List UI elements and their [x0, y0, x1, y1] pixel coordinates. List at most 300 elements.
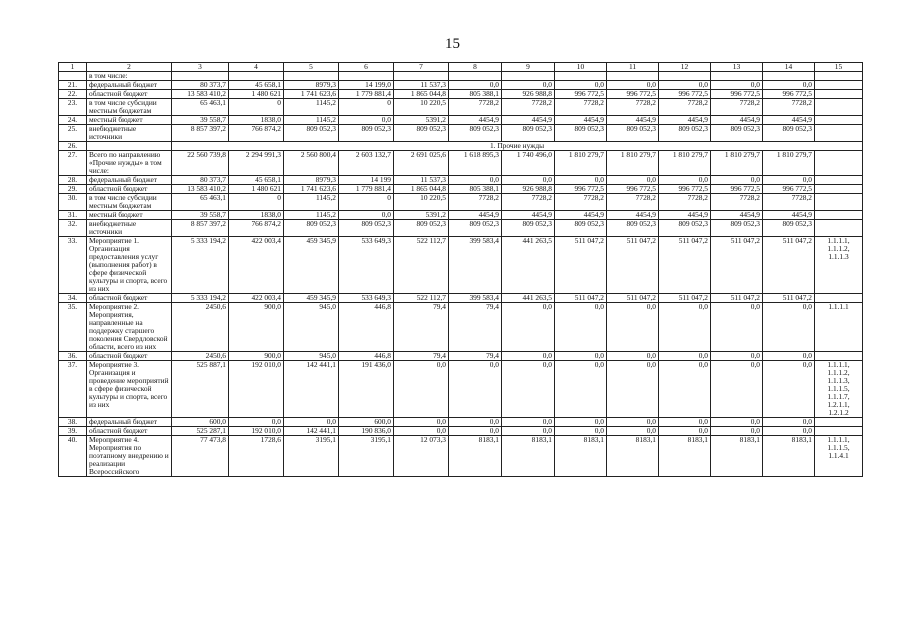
value-cell [607, 72, 659, 81]
value-cell: 0,0 [555, 418, 607, 427]
value-cell: 7728,2 [555, 99, 607, 116]
header-cell: 2 [87, 63, 172, 72]
value-cell: 0,0 [502, 352, 555, 361]
value-cell: 0,0 [449, 418, 502, 427]
value-cell: 809 052,3 [763, 220, 815, 237]
table-row [59, 176, 863, 185]
value-cell: 8183,1 [555, 436, 607, 477]
value-cell: 11 537,3 [394, 176, 449, 185]
header-cell: 15 [815, 63, 863, 72]
row-number: 30. [59, 194, 87, 211]
value-cell: 399 583,4 [449, 294, 502, 303]
header-cell: 9 [502, 63, 555, 72]
row-label: областной бюджет [87, 294, 172, 303]
row-label: Мероприятие 4. Мероприятия по поэтапному внедрению и реализации Всероссийского [87, 436, 172, 477]
row-number: 28. [59, 176, 87, 185]
value-cell [711, 72, 763, 81]
value-cell: 459 345,9 [284, 237, 339, 294]
value-cell: 522 112,7 [394, 237, 449, 294]
value-cell: 77 473,8 [172, 436, 229, 477]
value-cell: 809 052,3 [339, 220, 394, 237]
value-cell: 996 772,5 [659, 90, 711, 99]
value-cell: 8183,1 [449, 436, 502, 477]
value-cell: 8183,1 [607, 436, 659, 477]
value-cell: 809 052,3 [449, 125, 502, 142]
row-number: 21. [59, 81, 87, 90]
value-cell: 45 658,1 [229, 176, 284, 185]
value-cell: 7728,2 [711, 194, 763, 211]
value-cell: 5 333 194,2 [172, 294, 229, 303]
value-cell: 0,0 [502, 418, 555, 427]
value-cell: 809 052,3 [502, 125, 555, 142]
value-cell: 0,0 [449, 361, 502, 418]
value-cell: 996 772,5 [607, 185, 659, 194]
value-cell: 0,0 [711, 176, 763, 185]
value-cell: 809 052,3 [394, 125, 449, 142]
value-cell: 809 052,3 [659, 220, 711, 237]
value-cell [449, 72, 502, 81]
value-cell: 79,4 [394, 352, 449, 361]
header-cell: 1 [59, 63, 87, 72]
value-cell: 0,0 [763, 176, 815, 185]
value-cell: 39 558,7 [172, 211, 229, 220]
row-number: 36. [59, 352, 87, 361]
row-number: 33. [59, 237, 87, 294]
table-row [59, 294, 863, 303]
value-cell: 0,0 [394, 427, 449, 436]
target-ref [815, 220, 863, 237]
value-cell: 192 010,0 [229, 427, 284, 436]
table-row [59, 436, 863, 477]
value-cell: 533 649,3 [339, 294, 394, 303]
row-label: внебюджетные источники [87, 125, 172, 142]
row-label: местный бюджет [87, 211, 172, 220]
value-cell: 0,0 [502, 81, 555, 90]
value-cell: 1 741 623,6 [284, 90, 339, 99]
target-ref [815, 194, 863, 211]
value-cell: 1 740 496,0 [502, 151, 555, 176]
value-cell: 1 741 623,6 [284, 185, 339, 194]
value-cell: 13 583 410,2 [172, 185, 229, 194]
value-cell: 10 220,5 [394, 194, 449, 211]
value-cell: 0,0 [339, 116, 394, 125]
value-cell: 79,4 [394, 303, 449, 352]
value-cell: 2 603 132,7 [339, 151, 394, 176]
target-ref [815, 294, 863, 303]
table-row [59, 211, 863, 220]
value-cell: 65 463,1 [172, 99, 229, 116]
value-cell: 4454,9 [449, 116, 502, 125]
value-cell: 0,0 [659, 361, 711, 418]
value-cell: 441 263,5 [502, 237, 555, 294]
table-row [59, 72, 863, 81]
row-label: внебюджетные источники [87, 220, 172, 237]
target-ref [815, 125, 863, 142]
value-cell: 0,0 [763, 427, 815, 436]
value-cell: 11 537,3 [394, 81, 449, 90]
value-cell: 1145,2 [284, 194, 339, 211]
value-cell: 996 772,5 [763, 185, 815, 194]
value-cell: 0,0 [607, 81, 659, 90]
value-cell: 1728,6 [229, 436, 284, 477]
value-cell: 10 220,5 [394, 99, 449, 116]
table-row [59, 142, 863, 151]
target-ref [815, 185, 863, 194]
value-cell: 80 373,7 [172, 176, 229, 185]
value-cell: 1145,2 [284, 99, 339, 116]
target-ref [815, 81, 863, 90]
value-cell: 1 810 279,7 [659, 151, 711, 176]
value-cell: 0,0 [607, 303, 659, 352]
value-cell: 1 810 279,7 [711, 151, 763, 176]
row-label: Мероприятие 1. Организация предоставления услуг (выполнения работ) в сфере физической культуры и спорта, всего из них [87, 237, 172, 294]
row-label: местный бюджет [87, 116, 172, 125]
value-cell: 0,0 [394, 418, 449, 427]
value-cell: 0,0 [229, 418, 284, 427]
row-label: областной бюджет [87, 185, 172, 194]
value-cell: 809 052,3 [555, 220, 607, 237]
value-cell [394, 72, 449, 81]
value-cell [555, 72, 607, 81]
value-cell: 79,4 [449, 303, 502, 352]
value-cell: 65 463,1 [172, 194, 229, 211]
value-cell: 0,0 [555, 361, 607, 418]
value-cell: 926 988,8 [502, 90, 555, 99]
value-cell: 4454,9 [763, 211, 815, 220]
value-cell: 809 052,3 [394, 220, 449, 237]
value-cell: 0,0 [449, 81, 502, 90]
value-cell: 600,0 [172, 418, 229, 427]
target-ref: 1.1.1.1 [815, 303, 863, 352]
value-cell: 0 [339, 194, 394, 211]
value-cell: 0,0 [449, 427, 502, 436]
value-cell: 945,0 [284, 303, 339, 352]
value-cell: 45 658,1 [229, 81, 284, 90]
header-cell: 14 [763, 63, 815, 72]
table-row [59, 151, 863, 176]
value-cell: 422 003,4 [229, 294, 284, 303]
value-cell: 511 047,2 [711, 294, 763, 303]
target-ref [815, 72, 863, 81]
row-number: 39. [59, 427, 87, 436]
value-cell: 190 836,0 [339, 427, 394, 436]
value-cell: 1145,2 [284, 211, 339, 220]
value-cell: 0,0 [607, 176, 659, 185]
value-cell: 4454,9 [502, 211, 555, 220]
row-label: Мероприятие 2. Мероприятия, направленные на поддержку старшего поколения Свердловской области, всего из них [87, 303, 172, 352]
value-cell: 8979,3 [284, 81, 339, 90]
table-row [59, 427, 863, 436]
value-cell: 0 [339, 99, 394, 116]
value-cell: 0,0 [711, 418, 763, 427]
value-cell: 0,0 [607, 361, 659, 418]
value-cell: 0,0 [555, 427, 607, 436]
value-cell: 4454,9 [555, 116, 607, 125]
value-cell: 459 345,9 [284, 294, 339, 303]
row-number: 26. [59, 142, 87, 151]
value-cell: 809 052,3 [339, 125, 394, 142]
target-ref: 1.1.1.1, 1.1.1.5, 1.1.4.1 [815, 436, 863, 477]
value-cell: 8183,1 [502, 436, 555, 477]
value-cell: 13 583 410,2 [172, 90, 229, 99]
value-cell: 809 052,3 [449, 220, 502, 237]
value-cell: 1 810 279,7 [555, 151, 607, 176]
value-cell: 511 047,2 [659, 294, 711, 303]
value-cell: 0,0 [711, 361, 763, 418]
value-cell: 2 691 025,6 [394, 151, 449, 176]
value-cell: 522 112,7 [394, 294, 449, 303]
value-cell: 0,0 [711, 303, 763, 352]
value-cell: 7728,2 [763, 99, 815, 116]
value-cell: 809 052,3 [607, 125, 659, 142]
row-number [59, 72, 87, 81]
value-cell: 3195,1 [339, 436, 394, 477]
value-cell: 191 436,0 [339, 361, 394, 418]
value-cell: 446,8 [339, 303, 394, 352]
value-cell: 0,0 [502, 361, 555, 418]
value-cell: 0,0 [394, 361, 449, 418]
value-cell: 0,0 [763, 81, 815, 90]
value-cell: 22 560 739,8 [172, 151, 229, 176]
header-cell: 10 [555, 63, 607, 72]
value-cell: 996 772,5 [555, 90, 607, 99]
row-label: федеральный бюджет [87, 176, 172, 185]
header-cell: 12 [659, 63, 711, 72]
value-cell: 805 388,1 [449, 90, 502, 99]
value-cell: 1 779 881,4 [339, 90, 394, 99]
value-cell: 0,0 [502, 427, 555, 436]
row-number: 25. [59, 125, 87, 142]
page-number: 15 [445, 36, 460, 52]
value-cell: 805 388,1 [449, 185, 502, 194]
value-cell: 809 052,3 [711, 125, 763, 142]
value-cell: 14 199 [339, 176, 394, 185]
value-cell: 7728,2 [555, 194, 607, 211]
value-cell: 0,0 [711, 427, 763, 436]
row-number: 34. [59, 294, 87, 303]
table-row [59, 303, 863, 352]
target-ref [815, 418, 863, 427]
value-cell: 7728,2 [607, 194, 659, 211]
value-cell: 511 047,2 [555, 294, 607, 303]
value-cell: 1838,0 [229, 116, 284, 125]
row-number: 24. [59, 116, 87, 125]
value-cell: 809 052,3 [607, 220, 659, 237]
value-cell: 900,0 [229, 352, 284, 361]
value-cell: 926 988,8 [502, 185, 555, 194]
value-cell: 2 294 991,3 [229, 151, 284, 176]
table-row [59, 237, 863, 294]
value-cell: 0,0 [607, 427, 659, 436]
value-cell: 511 047,2 [607, 294, 659, 303]
value-cell: 766 874,2 [229, 220, 284, 237]
value-cell: 0,0 [711, 81, 763, 90]
value-cell: 7728,2 [659, 194, 711, 211]
value-cell: 511 047,2 [555, 237, 607, 294]
value-cell: 1 480 621 [229, 90, 284, 99]
header-cell: 8 [449, 63, 502, 72]
value-cell: 0,0 [763, 418, 815, 427]
header-cell: 11 [607, 63, 659, 72]
table-row [59, 418, 863, 427]
value-cell: 8183,1 [711, 436, 763, 477]
value-cell: 2450,6 [172, 303, 229, 352]
value-cell: 446,8 [339, 352, 394, 361]
target-ref: 1.1.1.1, 1.1.1.2, 1.1.1.3 [815, 237, 863, 294]
target-ref [815, 211, 863, 220]
header-cell: 13 [711, 63, 763, 72]
value-cell: 1 480 621 [229, 185, 284, 194]
value-cell: 0,0 [339, 211, 394, 220]
row-number: 38. [59, 418, 87, 427]
value-cell: 0,0 [763, 352, 815, 361]
value-cell: 4454,9 [659, 211, 711, 220]
value-cell [502, 72, 555, 81]
value-cell: 996 772,5 [659, 185, 711, 194]
value-cell: 2450,6 [172, 352, 229, 361]
value-cell: 5 333 194,2 [172, 237, 229, 294]
value-cell: 4454,9 [711, 211, 763, 220]
value-cell: 7728,2 [502, 99, 555, 116]
value-cell: 79,4 [449, 352, 502, 361]
value-cell: 0,0 [502, 176, 555, 185]
value-cell: 0 [229, 194, 284, 211]
value-cell: 7728,2 [449, 99, 502, 116]
table-row [59, 99, 863, 116]
value-cell: 809 052,3 [763, 125, 815, 142]
value-cell: 1838,0 [229, 211, 284, 220]
value-cell: 8 857 397,2 [172, 125, 229, 142]
table-row [59, 220, 863, 237]
value-cell: 441 263,5 [502, 294, 555, 303]
value-cell: 0,0 [555, 81, 607, 90]
header-cell: 6 [339, 63, 394, 72]
value-cell: 8183,1 [763, 436, 815, 477]
value-cell: 7728,2 [711, 99, 763, 116]
row-label: областной бюджет [87, 90, 172, 99]
row-label: в том числе субсидии местным бюджетам [87, 194, 172, 211]
value-cell: 900,0 [229, 303, 284, 352]
row-number: 37. [59, 361, 87, 418]
row-label: Мероприятие 3. Организация и проведение мероприятий в сфере физической культуры и спорта, всего из них [87, 361, 172, 418]
row-number: 27. [59, 151, 87, 176]
table-row [59, 185, 863, 194]
value-cell [284, 72, 339, 81]
row-label: в том числе субсидии местным бюджетам [87, 99, 172, 116]
value-cell: 4454,9 [607, 116, 659, 125]
target-ref [815, 151, 863, 176]
value-cell: 0,0 [449, 176, 502, 185]
target-ref [815, 176, 863, 185]
value-cell: 996 772,5 [607, 90, 659, 99]
table-row [59, 361, 863, 418]
target-ref [815, 90, 863, 99]
row-number: 32. [59, 220, 87, 237]
value-cell: 8979,3 [284, 176, 339, 185]
budget-table [58, 62, 863, 477]
value-cell: 0,0 [659, 81, 711, 90]
target-ref [815, 427, 863, 436]
value-cell: 0,0 [659, 303, 711, 352]
value-cell: 0,0 [659, 352, 711, 361]
value-cell: 399 583,4 [449, 237, 502, 294]
value-cell: 511 047,2 [763, 237, 815, 294]
value-cell: 7728,2 [449, 194, 502, 211]
value-cell: 1 865 044,8 [394, 90, 449, 99]
value-cell: 809 052,3 [555, 125, 607, 142]
row-label: областной бюджет [87, 352, 172, 361]
target-ref [815, 352, 863, 361]
table-row [59, 116, 863, 125]
header-cell: 5 [284, 63, 339, 72]
row-number: 29. [59, 185, 87, 194]
value-cell: 809 052,3 [502, 220, 555, 237]
value-cell: 7728,2 [659, 99, 711, 116]
value-cell: 14 199,0 [339, 81, 394, 90]
value-cell: 0,0 [659, 418, 711, 427]
value-cell: 4454,9 [763, 116, 815, 125]
value-cell: 1145,2 [284, 116, 339, 125]
header-row [59, 63, 863, 72]
target-ref: 1.1.1.1, 1.1.1.2, 1.1.1.3, 1.1.1.5, 1.1.1.7, 1.2.1.1, 1.2.1.2 [815, 361, 863, 418]
value-cell: 0,0 [763, 361, 815, 418]
row-number: 35. [59, 303, 87, 352]
value-cell: 192 010,0 [229, 361, 284, 418]
value-cell: 533 649,3 [339, 237, 394, 294]
value-cell: 142 441,1 [284, 427, 339, 436]
target-ref [815, 116, 863, 125]
value-cell: 4454,9 [502, 116, 555, 125]
value-cell: 7728,2 [502, 194, 555, 211]
row-label: областной бюджет [87, 427, 172, 436]
value-cell: 511 047,2 [659, 237, 711, 294]
value-cell: 996 772,5 [711, 185, 763, 194]
row-label: федеральный бюджет [87, 418, 172, 427]
value-cell: 7728,2 [607, 99, 659, 116]
value-cell: 0,0 [502, 303, 555, 352]
section-title: 1. Прочие нужды [172, 142, 863, 151]
value-cell: 1 618 895,3 [449, 151, 502, 176]
value-cell: 1 810 279,7 [763, 151, 815, 176]
value-cell: 511 047,2 [711, 237, 763, 294]
row-label [87, 142, 172, 151]
value-cell [172, 72, 229, 81]
value-cell: 0 [229, 99, 284, 116]
value-cell: 0,0 [659, 176, 711, 185]
value-cell [763, 72, 815, 81]
table-row [59, 81, 863, 90]
value-cell: 996 772,5 [555, 185, 607, 194]
value-cell: 4454,9 [711, 116, 763, 125]
table-row [59, 194, 863, 211]
value-cell: 0,0 [555, 176, 607, 185]
value-cell: 142 441,1 [284, 361, 339, 418]
value-cell: 5391,2 [394, 211, 449, 220]
value-cell: 1 810 279,7 [607, 151, 659, 176]
value-cell [229, 72, 284, 81]
table-row [59, 125, 863, 142]
value-cell: 3195,1 [284, 436, 339, 477]
row-number: 31. [59, 211, 87, 220]
value-cell: 525 887,1 [172, 361, 229, 418]
value-cell: 80 373,7 [172, 81, 229, 90]
value-cell: 1 865 044,8 [394, 185, 449, 194]
value-cell: 422 003,4 [229, 237, 284, 294]
row-number: 23. [59, 99, 87, 116]
value-cell: 0,0 [555, 352, 607, 361]
value-cell: 809 052,3 [284, 125, 339, 142]
value-cell: 945,0 [284, 352, 339, 361]
